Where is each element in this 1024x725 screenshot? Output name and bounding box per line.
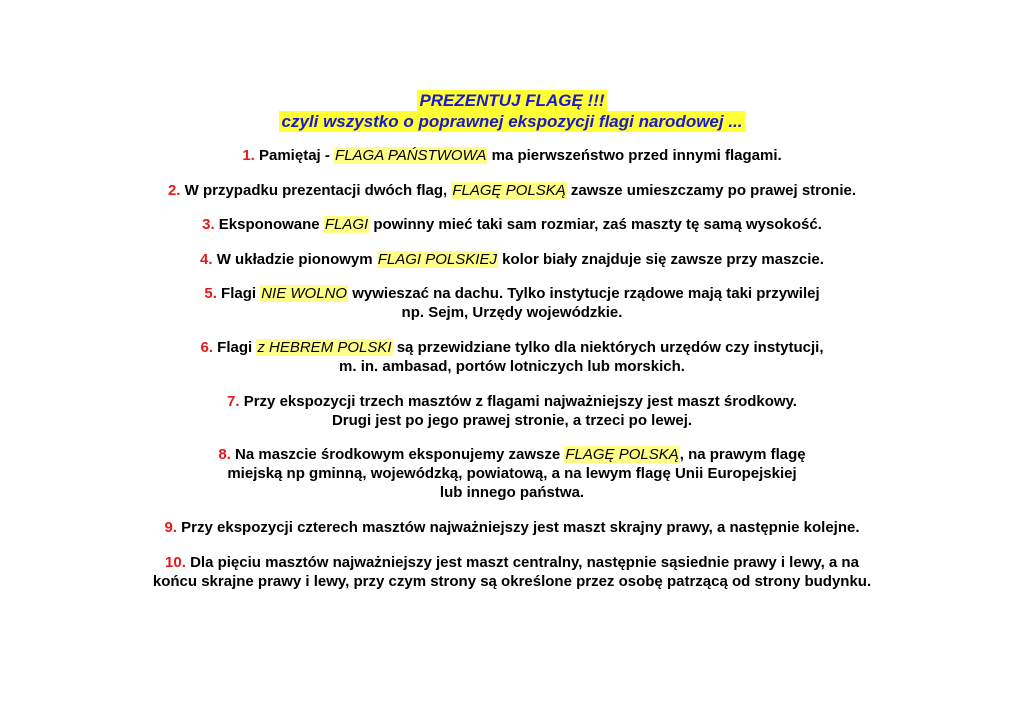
rule-line bbox=[0, 338, 1024, 357]
rules-list bbox=[0, 146, 1024, 591]
rule-keyword-highlight: FLAGI POLSKIEJ bbox=[377, 251, 497, 268]
rule-keyword-highlight: FLAGA PAŃSTWOWA bbox=[335, 147, 487, 164]
rule-keyword-highlight: NIE WOLNO bbox=[261, 285, 348, 302]
rule-number: 5. bbox=[204, 285, 217, 302]
rule-item bbox=[0, 518, 1024, 537]
rule-text: Pamiętaj - bbox=[259, 147, 335, 164]
rule-text: końcu skrajne prawy i lewy, przy czym strony są określone przez osobę patrzącą od strony budynku. bbox=[152, 573, 872, 590]
rule-line bbox=[0, 445, 1024, 464]
rule-number: 7. bbox=[227, 393, 240, 410]
rule-text: Drugi jest po jego prawej stronie, a trzeci po lewej. bbox=[331, 412, 693, 429]
rule-keyword-highlight: FLAGĘ POLSKĄ bbox=[452, 182, 566, 199]
page-title bbox=[0, 90, 1024, 132]
rule-item bbox=[0, 146, 1024, 165]
rule-text: , na prawym flagę bbox=[679, 446, 806, 463]
rule-number: 2. bbox=[167, 182, 181, 199]
rule-number: 4. bbox=[200, 251, 213, 268]
rule-item bbox=[0, 392, 1024, 430]
rule-keyword-highlight: FLAGĘ POLSKĄ bbox=[565, 446, 679, 463]
rule-item bbox=[0, 445, 1024, 502]
rule-number: 9. bbox=[164, 519, 177, 536]
rule-text: Na maszcie środkowym eksponujemy zawsze bbox=[235, 446, 565, 463]
rule-line bbox=[0, 464, 1024, 483]
rule-text: Eksponowane bbox=[218, 216, 324, 233]
rule-text: W układzie pionowym bbox=[216, 251, 377, 268]
title-heading: PREZENTUJ FLAGĘ !!! bbox=[419, 91, 605, 110]
rule-item bbox=[0, 181, 1024, 200]
rule-number: 6. bbox=[200, 339, 213, 356]
rule-keyword-highlight: FLAGI bbox=[324, 216, 369, 233]
rule-text: W przypadku prezentacji dwóch flag, bbox=[184, 182, 452, 199]
rule-item bbox=[0, 553, 1024, 591]
title-subheading: czyli wszystko o poprawnej ekspozycji flagi narodowej ... bbox=[281, 112, 743, 131]
rule-line bbox=[0, 215, 1024, 234]
rule-line bbox=[0, 553, 1024, 572]
rule-line bbox=[0, 357, 1024, 376]
rule-text: Przy ekspozycji czterech masztów najważniejszy jest maszt skrajny prawy, a następnie kolejne. bbox=[181, 519, 860, 536]
rule-keyword-highlight: z HEBREM POLSKI bbox=[257, 339, 392, 356]
rule-number: 1. bbox=[242, 147, 255, 164]
rule-text: powinny mieć taki sam rozmiar, zaś maszty tę samą wysokość. bbox=[369, 216, 822, 233]
rule-item bbox=[0, 215, 1024, 234]
rule-text: zawsze umieszczamy po prawej stronie. bbox=[566, 182, 857, 199]
rule-item bbox=[0, 338, 1024, 376]
rule-text: są przewidziane tylko dla niektórych urzędów czy instytucji, bbox=[392, 339, 824, 356]
rule-line bbox=[0, 250, 1024, 269]
rule-item bbox=[0, 284, 1024, 322]
rule-line bbox=[0, 483, 1024, 502]
rule-line bbox=[0, 411, 1024, 430]
rule-line bbox=[0, 518, 1024, 537]
rule-text: lub innego państwa. bbox=[439, 484, 585, 501]
rule-text: ma pierwszeństwo przed innymi flagami. bbox=[487, 147, 782, 164]
rule-line bbox=[0, 392, 1024, 411]
rule-text: miejską np gminną, wojewódzką, powiatową, a na lewym flagę Unii Europejskiej bbox=[227, 465, 797, 482]
rule-number: 10. bbox=[165, 554, 186, 571]
rule-text: Dla pięciu masztów najważniejszy jest maszt centralny, następnie sąsiednie prawy i lewy, a na bbox=[190, 554, 859, 571]
rule-line bbox=[0, 303, 1024, 322]
rule-line bbox=[0, 572, 1024, 591]
rule-text: Przy ekspozycji trzech masztów z flagami najważniejszy jest maszt środkowy. bbox=[243, 393, 797, 410]
rule-text: np. Sejm, Urzędy wojewódzkie. bbox=[401, 304, 623, 321]
rule-text: Flagi bbox=[221, 285, 261, 302]
rule-line bbox=[0, 284, 1024, 303]
rule-text: m. in. ambasad, portów lotniczych lub morskich. bbox=[339, 358, 685, 375]
rule-text: kolor biały znajduje się zawsze przy maszcie. bbox=[497, 251, 824, 268]
rule-line bbox=[0, 146, 1024, 165]
rule-text: Flagi bbox=[217, 339, 257, 356]
rule-number: 3. bbox=[202, 216, 215, 233]
rule-item bbox=[0, 250, 1024, 269]
rule-number: 8. bbox=[218, 446, 231, 463]
rule-line bbox=[0, 181, 1024, 200]
rule-text: wywieszać na dachu. Tylko instytucje rządowe mają taki przywilej bbox=[348, 285, 820, 302]
